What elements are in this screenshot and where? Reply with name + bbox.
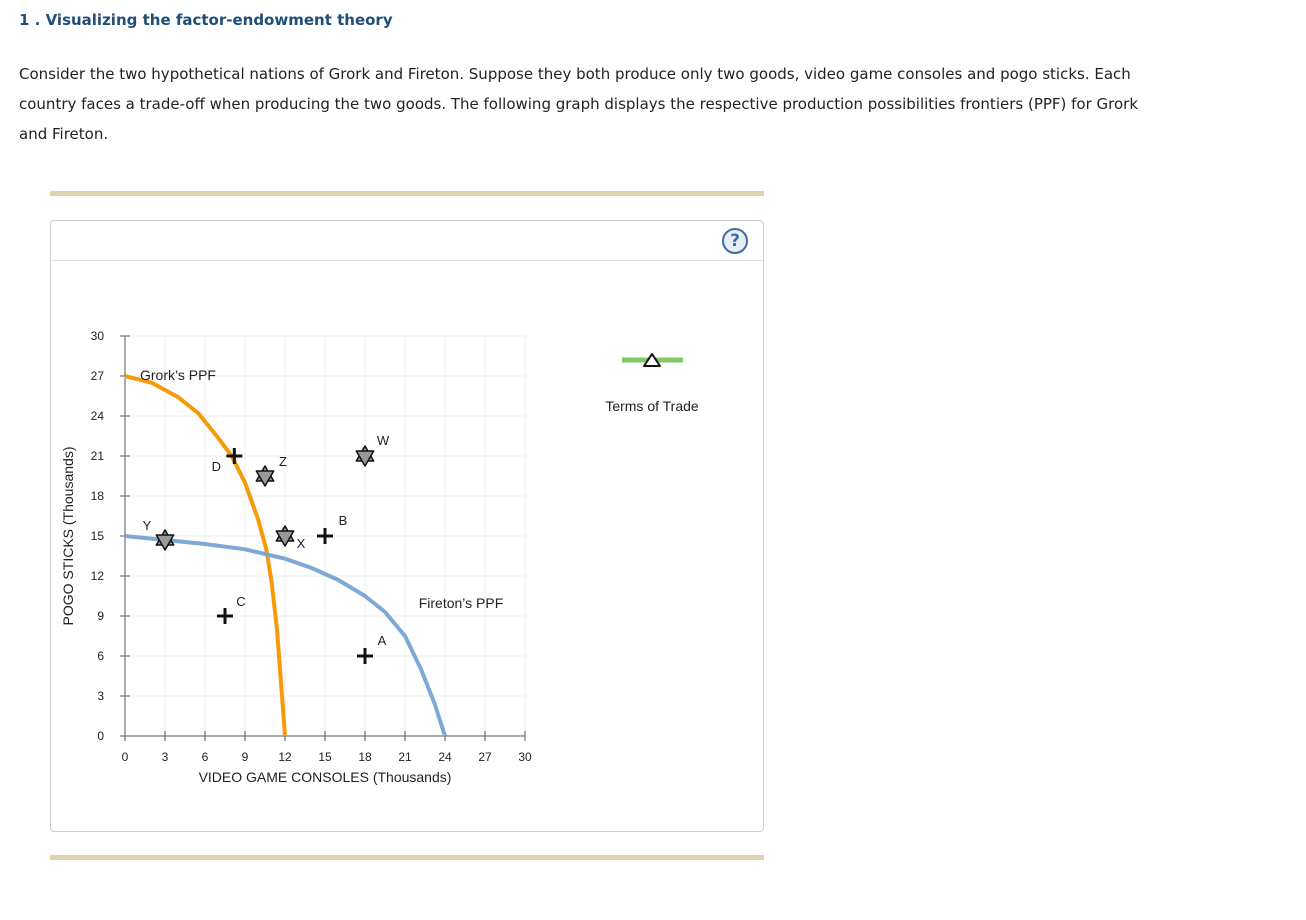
x-tick-label-6: 6	[201, 750, 209, 764]
grork-ppf-label: Grork’s PPF	[140, 367, 216, 383]
x-tick-label-21: 21	[398, 750, 412, 764]
legend[interactable]	[605, 354, 699, 414]
y-tick-label-12: 12	[90, 569, 104, 583]
point-a-plus-icon[interactable]	[357, 648, 373, 664]
ppf-chart	[51, 221, 763, 831]
y-tick-label-6: 6	[97, 649, 104, 663]
question-title: 1 . Visualizing the factor-endowment theory	[19, 11, 393, 29]
top-divider	[50, 191, 764, 196]
y-tick-label-3: 3	[97, 689, 104, 703]
point-z-label: Z	[279, 454, 287, 469]
bottom-divider	[50, 855, 764, 860]
y-tick-label-9: 9	[97, 609, 104, 623]
x-tick-label-18: 18	[358, 750, 372, 764]
y-axis-title: POGO STICKS (Thousands)	[60, 446, 76, 626]
point-x-label: X	[296, 536, 306, 551]
graph-panel	[50, 220, 764, 832]
fireton-ppf-label: Fireton’s PPF	[418, 595, 504, 611]
x-tick-label-9: 9	[241, 750, 249, 764]
y-tick-label-18: 18	[90, 489, 104, 503]
point-c-plus-icon[interactable]	[217, 608, 233, 624]
y-tick-label-24: 24	[90, 409, 104, 423]
x-tick-label-3: 3	[161, 750, 169, 764]
x-tick-label-27: 27	[478, 750, 492, 764]
y-tick-label-0: 0	[97, 729, 104, 743]
x-tick-label-24: 24	[438, 750, 452, 764]
terms-of-trade-label: Terms of Trade	[605, 398, 699, 414]
x-tick-label-15: 15	[318, 750, 332, 764]
y-tick-label-27: 27	[90, 369, 104, 383]
point-c-label: C	[236, 594, 246, 609]
x-axis-title: VIDEO GAME CONSOLES (Thousands)	[198, 769, 452, 785]
question-body: Consider the two hypothetical nations of Grork and Fireton. Suppose they both produce only two goods, video game consoles and pogo sticks. Each country faces a trade-off when producing the two goods. The following graph displays the respective production possibilities frontiers (PPF) for Grork and Fireton.	[19, 65, 1139, 143]
axes	[60, 329, 532, 785]
y-tick-label-15: 15	[90, 529, 104, 543]
y-tick-label-21: 21	[90, 449, 104, 463]
point-y-label: Y	[142, 518, 152, 533]
x-tick-label-0: 0	[121, 750, 129, 764]
series	[125, 367, 503, 736]
question-circle-icon[interactable]: ?	[722, 228, 748, 254]
point-d-label: D	[211, 459, 222, 474]
point-b-label: B	[338, 513, 348, 528]
point-a-label: A	[377, 633, 387, 648]
y-tick-label-30: 30	[90, 329, 104, 343]
point-w-label: W	[376, 433, 390, 448]
point-b-plus-icon[interactable]	[317, 528, 333, 544]
x-tick-label-30: 30	[518, 750, 532, 764]
x-tick-label-12: 12	[278, 750, 292, 764]
